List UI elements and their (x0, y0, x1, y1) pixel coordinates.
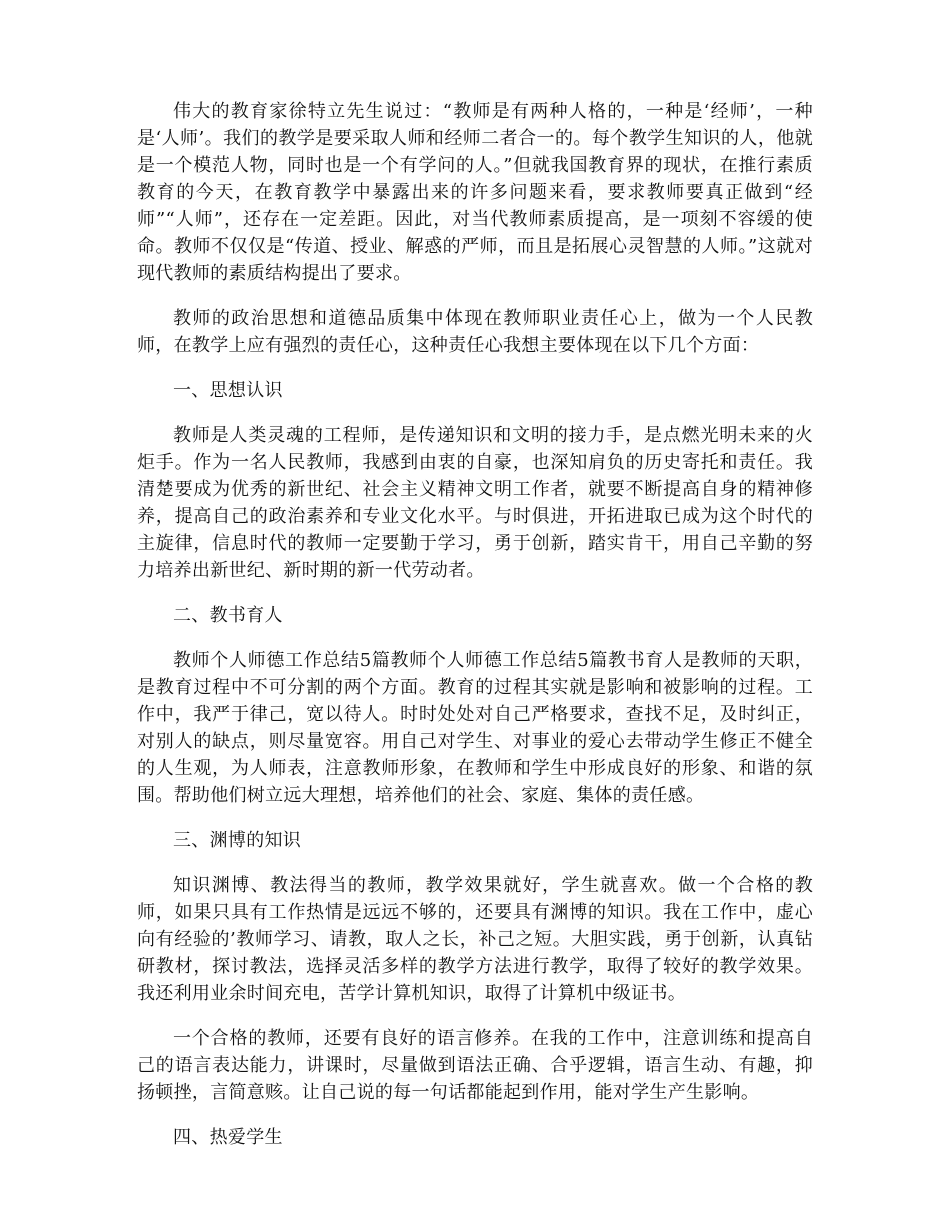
section-heading-1: 一、思想认识 (173, 380, 283, 401)
paragraph-intro: 伟大的教育家徐特立先生说过：“教师是有两种人格的，一种是‘经师’，一种是‘人师’。我们的教学是要采取人师和经师二者合一的。每个教学生知识的人，他就是一个模范人物，同时也是一个有学问的人。”但就我国教育界的现状，在推行素质教育的今天，在教育教学中暴露出来的许多问题来看，要求教师要真正做到“经师”“人师”，还存在一定差距。因此，对当代教师素质提高，是一项刻不容缓的使命。教师不仅仅是“传道、授业、解惑的严师，而且是拓展心灵智慧的人师。”这就对现代教师的素质结构提出了要求。 (137, 101, 813, 284)
paragraph-teaching: 教师个人师德工作总结5篇教师个人师德工作总结5篇教书育人是教师的天职，是教育过程中不可分割的两个方面。教育的过程其实就是影响和被影响的过程。工作中，我严于律己，宽以待人。时时处处对自己严格要求，查找不足，及时纠正，对别人的缺点，则尽量宽容。用自己对学生、对事业的爱心去带动学生修正不健全的人生观，为人师表，注意教师形象，在教师和学生中形成良好的形象、和谐的氛围。帮助他们树立远大理想，培养他们的社会、家庭、集体的责任感。 (137, 650, 813, 806)
paragraph-language: 一个合格的教师，还要有良好的语言修养。在我的工作中，注意训练和提高自己的语言表达能力，讲课时，尽量做到语法正确、合乎逻辑，语言生动、有趣，抑扬顿挫，言简意赅。让自己说的每一句话都能起到作用，能对学生产生影响。 (137, 1028, 813, 1103)
paragraph-knowledge: 知识渊博、教法得当的教师，教学效果就好，学生就喜欢。做一个合格的教师，如果只具有工作热情是远远不够的，还要具有渊博的知识。我在工作中，虚心向有经验的’教师学习、请教，取人之长，补己之短。大胆实践，勇于创新，认真钻研教材，探讨教法，选择灵活多样的教学方法进行教学，取得了较好的教学效果。我还利用业余时间充电，苦学计算机知识，取得了计算机中级证书。 (137, 875, 813, 1004)
section-heading-2: 二、教书育人 (173, 605, 283, 626)
section-heading-4: 四、热爱学生 (173, 1127, 283, 1148)
paragraph-ideology: 教师是人类灵魂的工程师，是传递知识和文明的接力手，是点燃光明未来的火炬手。作为一名人民教师，我感到由衷的自豪，也深知肩负的历史寄托和责任。我清楚要成为优秀的新世纪、社会主义精神文明工作者，就要不断提高自身的精神修养，提高自己的政治素养和专业文化水平。与时俱进，开拓进取已成为这个时代的主旋律，信息时代的教师一定要勤于学习，勇于创新，踏实肯干，用自己辛勤的努力培养出新世纪、新时期的新一代劳动者。 (137, 425, 813, 581)
section-heading-3: 三、渊博的知识 (173, 830, 302, 851)
document-page (137, 98, 813, 1169)
paragraph-responsibility: 教师的政治思想和道德品质集中体现在教师职业责任心上，做为一个人民教师，在教学上应有强烈的责任心，这种责任心我想主要体现在以下几个方面： (137, 308, 813, 356)
